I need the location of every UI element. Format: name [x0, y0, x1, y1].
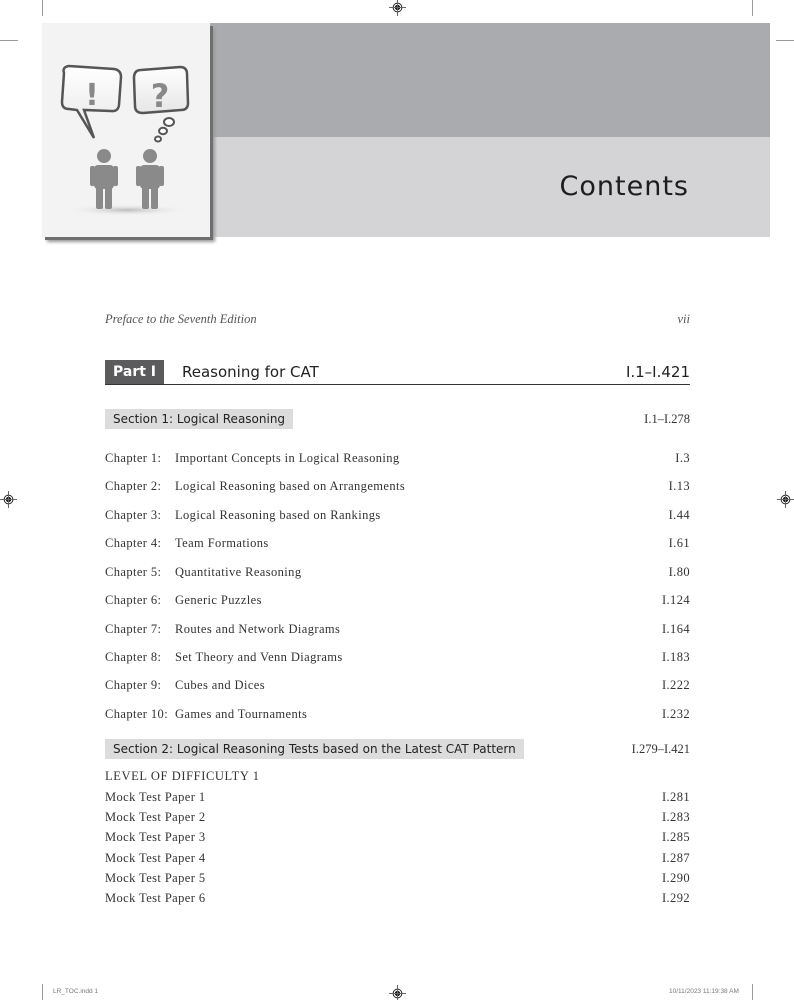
chapter-number: Chapter 6:	[105, 593, 162, 607]
crop-mark	[776, 40, 794, 41]
mock-test-page: I.281	[661, 790, 690, 804]
part-title: Reasoning for CAT	[182, 363, 319, 381]
registration-mark-icon	[780, 494, 791, 505]
crop-mark	[42, 984, 43, 1000]
chapter-title: Routes and Network Diagrams	[175, 622, 341, 636]
section-heading[interactable]	[105, 409, 690, 429]
toc-entry-chapter[interactable]	[105, 479, 690, 494]
chapter-title: Logical Reasoning based on Rankings	[175, 508, 381, 522]
entry-title: Preface to the Seventh Edition	[105, 312, 257, 326]
chapter-title: Generic Puzzles	[175, 593, 262, 607]
chapter-page: I.61	[668, 536, 690, 550]
chapter-number: Chapter 7:	[105, 622, 162, 636]
chapter-page: I.3	[675, 451, 690, 465]
registration-mark-icon	[3, 494, 14, 505]
svg-text:?: ?	[150, 77, 170, 115]
section-label: Section 2: Logical Reasoning Tests based on the Latest CAT Pattern	[105, 739, 524, 759]
section-heading[interactable]	[105, 739, 690, 759]
toc-entry-chapter[interactable]	[105, 650, 690, 665]
chapter-page: I.183	[661, 650, 690, 664]
chapter-number: Chapter 1:	[105, 451, 162, 465]
mock-test-page: I.283	[661, 810, 690, 824]
chapter-title: Set Theory and Venn Diagrams	[175, 650, 343, 664]
part-badge: Part I	[105, 360, 164, 384]
footer-filename: LR_TOC.indd 1	[53, 988, 99, 995]
chapter-page: I.44	[668, 508, 690, 522]
part-heading[interactable]	[105, 360, 690, 385]
toc-entry-mock-test[interactable]	[105, 790, 690, 805]
mock-test-title: Mock Test Paper 4	[105, 851, 206, 865]
page-title: Contents	[559, 171, 689, 202]
mock-test-page: I.290	[661, 871, 690, 885]
chapter-title: Important Concepts in Logical Reasoning	[175, 451, 400, 465]
header-band-dark	[210, 23, 770, 137]
crop-mark	[752, 984, 753, 1000]
mock-test-page: I.292	[661, 891, 690, 905]
chapter-title: Logical Reasoning based on Arrangements	[175, 479, 406, 493]
mock-test-page: I.285	[661, 830, 690, 844]
toc-entry-chapter[interactable]	[105, 622, 690, 637]
mock-test-title: Mock Test Paper 1	[105, 790, 206, 804]
footer-timestamp: 10/11/2023 11:19:38 AM	[669, 988, 739, 995]
toc-entry-mock-test[interactable]	[105, 830, 690, 845]
registration-mark-icon	[392, 988, 403, 999]
mock-test-page: I.287	[661, 851, 690, 865]
toc-entry-chapter[interactable]	[105, 678, 690, 693]
toc-entry-chapter[interactable]	[105, 707, 690, 722]
chapter-page: I.124	[661, 593, 690, 607]
people-speech-bubbles-icon	[42, 23, 210, 237]
toc-entry-preface[interactable]	[105, 312, 690, 327]
chapter-page: I.222	[661, 678, 690, 692]
chapter-title: Team Formations	[175, 536, 269, 550]
mock-test-title: Mock Test Paper 6	[105, 891, 206, 905]
toc-entry-chapter[interactable]	[105, 536, 690, 551]
registration-mark-icon	[392, 2, 403, 13]
mock-test-title: Mock Test Paper 2	[105, 810, 206, 824]
svg-text:!: !	[85, 78, 99, 113]
section-page-range: I.1–I.278	[644, 411, 690, 426]
toc-entry-mock-test[interactable]	[105, 810, 690, 825]
chapter-page: I.232	[661, 707, 690, 721]
section-label: Section 1: Logical Reasoning	[105, 409, 293, 429]
chapter-title: Quantitative Reasoning	[175, 565, 302, 579]
chapter-number: Chapter 2:	[105, 479, 162, 493]
crop-mark	[42, 0, 43, 16]
toc-entry-chapter[interactable]	[105, 451, 690, 466]
chapter-page: I.80	[668, 565, 690, 579]
toc-entry-mock-test[interactable]	[105, 891, 690, 906]
mock-test-title: Mock Test Paper 3	[105, 830, 206, 844]
chapter-number: Chapter 3:	[105, 508, 162, 522]
header-illustration	[42, 23, 210, 237]
section-page-range: I.279–I.421	[631, 741, 690, 756]
toc-entry-chapter[interactable]	[105, 593, 690, 608]
chapter-number: Chapter 8:	[105, 650, 162, 664]
entry-page: vii	[677, 312, 690, 326]
toc-entry-chapter[interactable]	[105, 508, 690, 523]
chapter-title: Games and Tournaments	[175, 707, 308, 721]
difficulty-level-heading: LEVEL OF DIFFICULTY 1	[105, 769, 260, 783]
toc-entry-mock-test[interactable]	[105, 871, 690, 886]
part-page-range: I.1–I.421	[625, 363, 690, 381]
chapter-number: Chapter 5:	[105, 565, 162, 579]
crop-mark	[0, 40, 18, 41]
chapter-number: Chapter 4:	[105, 536, 162, 550]
chapter-page: I.164	[661, 622, 690, 636]
crop-mark	[752, 0, 753, 16]
chapter-number: Chapter 10:	[105, 707, 169, 721]
chapter-number: Chapter 9:	[105, 678, 162, 692]
chapter-title: Cubes and Dices	[175, 678, 266, 692]
toc-entry-mock-test[interactable]	[105, 851, 690, 866]
toc-entry-chapter[interactable]	[105, 565, 690, 580]
mock-test-title: Mock Test Paper 5	[105, 871, 206, 885]
chapter-page: I.13	[668, 479, 690, 493]
